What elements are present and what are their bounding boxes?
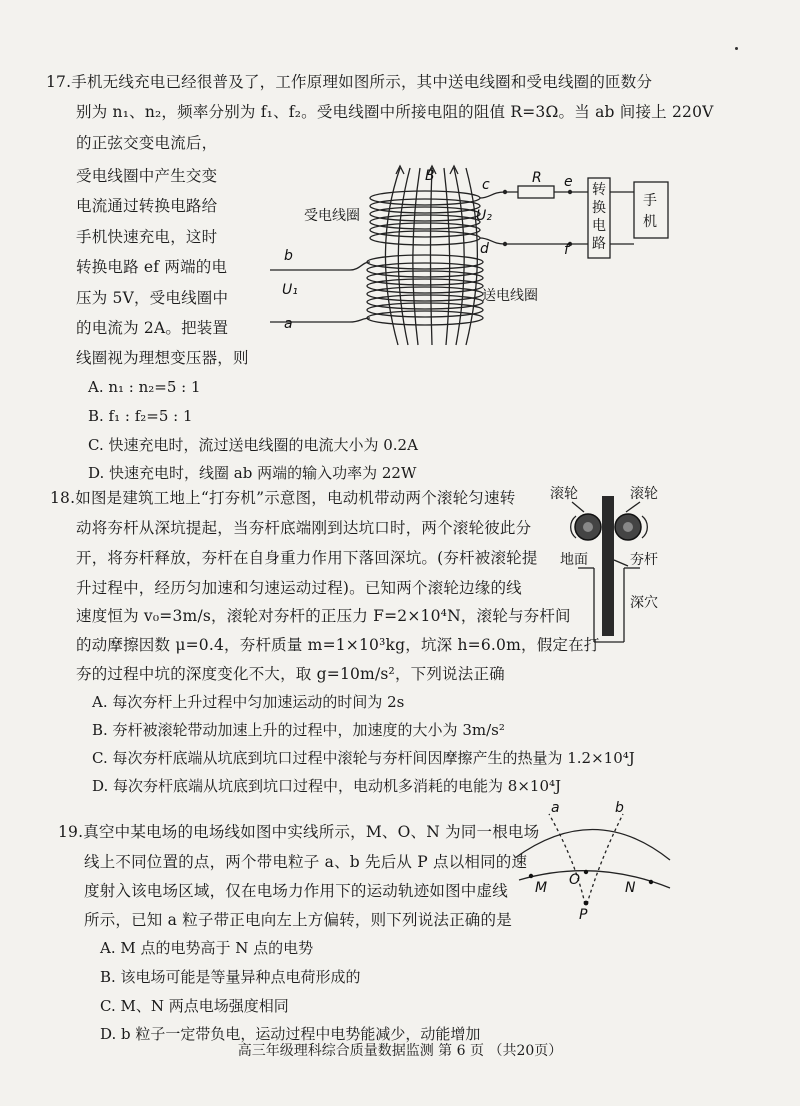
roller-left — [575, 514, 601, 540]
label-b: b — [615, 800, 624, 816]
q17-line-9: 的电流为 2A。把装置 — [76, 319, 229, 337]
q19-line-2: 线上不同位置的点，两个带电粒子 a、b 先后从 P 点以相同的速 — [84, 853, 528, 871]
label-rod: 夯杆 — [630, 552, 658, 568]
phone-char-2: 机 — [643, 214, 657, 230]
q18-line-5: 速度恒为 v₀=3m/s，滚轮对夯杆的正压力 F=2×10⁴N，滚轮与夯杆间 — [76, 607, 571, 625]
label-ground: 地面 — [560, 552, 588, 568]
converter-char-1: 转 — [592, 182, 606, 198]
label-B: B — [425, 168, 435, 184]
label-a: a — [284, 316, 293, 332]
q19-line-3: 度射入该电场区域，仅在电场力作用下的运动轨迹如图中虚线 — [84, 882, 508, 900]
q19-field-diagram — [505, 800, 680, 920]
label-U2: U₂ — [476, 208, 492, 224]
label-O: O — [569, 872, 581, 888]
q18-line-3: 开，将夯杆释放，夯杆在自身重力作用下落回深坑。(夯杆被滚轮提 — [76, 549, 538, 567]
q19-option-b: B. 该电场可能是等量异种点电荷形成的 — [100, 968, 361, 986]
label-f: f — [564, 242, 569, 258]
label-U1: U₁ — [282, 282, 298, 298]
q19-line-4: 所示，已知 a 粒子带正电向左上方偏转，则下列说法正确的是 — [84, 911, 512, 929]
label-wheel-right: 滚轮 — [630, 486, 658, 502]
q18-option-a: A. 每次夯杆上升过程中匀加速运动的时间为 2s — [92, 693, 405, 711]
q17-line-7: 转换电路 ef 两端的电 — [76, 258, 228, 276]
q18-tamper-diagram — [550, 482, 680, 652]
label-e: e — [564, 174, 573, 190]
q17-line-5: 电流通过转换电路给 — [76, 197, 218, 215]
q17-line-4: 受电线圈中产生交变 — [76, 167, 218, 185]
q17-line-1: 17.手机无线充电已经很普及了，工作原理如图所示，其中送电线圈和受电线圈的匝数分 — [46, 73, 653, 91]
q19-line-1: 19.真空中某电场的电场线如图中实线所示，M、O、N 为同一根电场 — [58, 823, 540, 841]
q18-option-c: C. 每次夯杆底端从坑底到坑口过程中滚轮与夯杆间因摩擦产生的热量为 1.2×10⁴J — [92, 749, 635, 767]
q17-option-b: B. f₁ : f₂=5 : 1 — [88, 407, 193, 425]
q17-option-d: D. 快速充电时，线圈 ab 两端的输入功率为 22W — [88, 464, 417, 482]
phone-char-1: 手 — [643, 193, 657, 209]
q17-option-a: A. n₁ : n₂=5 : 1 — [88, 378, 201, 396]
label-receiver-coil: 受电线圈 — [304, 208, 360, 224]
label-b: b — [284, 248, 293, 264]
label-wheel-left: 滚轮 — [550, 486, 578, 502]
converter-char-4: 路 — [592, 236, 606, 252]
q17-line-8: 压为 5V，受电线圈中 — [76, 289, 229, 307]
q17-option-c: C. 快速充电时，流过送电线圈的电流大小为 0.2A — [88, 436, 418, 454]
q19-option-c: C. M、N 两点电场强度相同 — [100, 997, 289, 1015]
q18-line-6: 的动摩擦因数 μ=0.4，夯杆质量 m=1×10³kg，坑深 h=6.0m，假定在打 — [76, 636, 600, 654]
label-R: R — [532, 170, 542, 186]
label-P: P — [579, 907, 588, 920]
q18-line-4: 升过程中，经历匀加速和匀速运动过程)。已知两个滚轮边缘的线 — [76, 579, 522, 597]
page-footer: 高三年级理科综合质量数据监测 第 6 页 （共20页） — [237, 1043, 563, 1059]
q17-line-10: 线圈视为理想变压器，则 — [76, 349, 249, 367]
label-c: c — [482, 177, 490, 193]
q18-line-1: 18.如图是建筑工地上“打夯机”示意图，电动机带动两个滚轮匀速转 — [50, 489, 516, 507]
label-pit: 深穴 — [630, 595, 658, 611]
trajectory-a — [549, 814, 585, 904]
trajectory-b — [587, 814, 623, 904]
converter-char-3: 电 — [592, 218, 606, 234]
q17-line-2: 别为 n₁、n₂，频率分别为 f₁、f₂。受电线圈中所接电阻的阻值 R=3Ω。当 ab 间接上 220V — [76, 103, 714, 121]
q17-line-6: 手机快速充电，这时 — [76, 228, 218, 246]
label-M: M — [535, 880, 548, 896]
roller-right — [615, 514, 641, 540]
label-a: a — [551, 800, 560, 816]
q19-option-d: D. b 粒子一定带负电，运动过程中电势能减少，动能增加 — [100, 1025, 481, 1043]
q18-option-b: B. 夯杆被滚轮带动加速上升的过程中，加速度的大小为 3m/s² — [92, 721, 505, 739]
label-N: N — [625, 880, 636, 896]
q18-line-2: 动将夯杆从深坑提起，当夯杆底端刚到达坑口时，两个滚轮彼此分 — [76, 519, 532, 537]
q17-coil-diagram — [270, 160, 690, 350]
q17-line-3: 的正弦交变电流后， — [76, 134, 218, 152]
converter-char-2: 换 — [592, 200, 606, 216]
q18-line-7: 夯的过程中坑的深度变化不大，取 g=10m/s²，下列说法正确 — [76, 665, 505, 683]
tamper-rod — [602, 496, 614, 636]
field-line-upper — [515, 829, 670, 860]
sender-coil — [367, 255, 483, 325]
label-d: d — [480, 241, 489, 257]
page-speck — [735, 47, 738, 50]
q19-option-a: A. M 点的电势高于 N 点的电势 — [100, 939, 314, 957]
q18-option-d: D. 每次夯杆底端从坑底到坑口过程中，电动机多消耗的电能为 8×10⁴J — [92, 777, 562, 795]
label-sender-coil: 送电线圈 — [482, 288, 538, 304]
